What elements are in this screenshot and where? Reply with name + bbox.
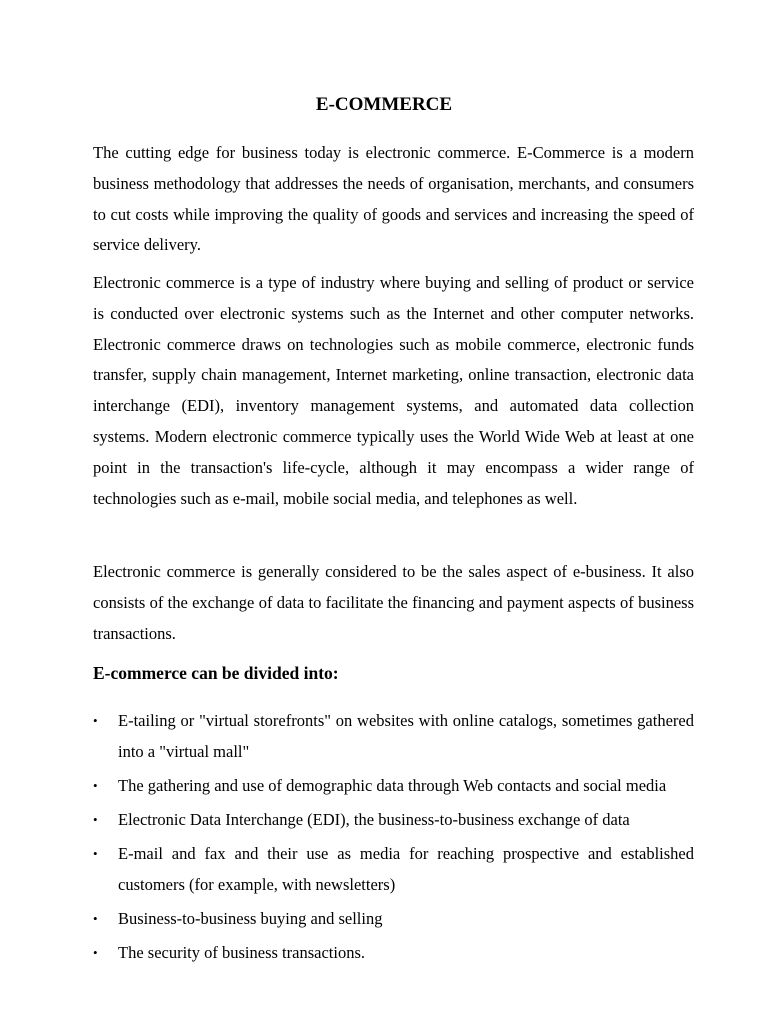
bullet-icon: • bbox=[93, 911, 98, 926]
list-item bbox=[93, 903, 694, 934]
bullet-icon: • bbox=[93, 846, 98, 861]
list-item bbox=[93, 937, 694, 968]
list-item bbox=[93, 770, 694, 801]
paragraph-sales-aspect: Electronic commerce is generally considered to be the sales aspect of e-business. It also consists of the exchange of data to facilitate the financing and payment aspects of business transactions. bbox=[93, 562, 694, 643]
list-item-text: The gathering and use of demographic data through Web contacts and social media bbox=[118, 776, 667, 795]
list-item-text: E-mail and fax and their use as media for reaching prospective and established customers (for example, with newsletters) bbox=[118, 844, 694, 894]
paragraph-intro: The cutting edge for business today is electronic commerce. E-Commerce is a modern business methodology that addresses the needs of organisation, merchants, and consumers to cut costs while improving the quality of goods and services and increasing the speed of service delivery. bbox=[93, 143, 694, 255]
list-item-text: Electronic Data Interchange (EDI), the business-to-business exchange of data bbox=[118, 810, 630, 829]
paragraph-definition: Electronic commerce is a type of industry where buying and selling of product or service is conducted over electronic systems such as the Internet and other computer networks. Electronic commerce draws on technologies such as mobile commerce, electronic funds transfer, supply chain management, Internet marketing, online transaction, electronic data interchange (EDI), inventory management systems, and automated data collection systems. Modern electronic commerce typically uses the World Wide Web at least at one point in the transaction's life-cycle, although it may encompass a wider range of technologies such as e-mail, mobile social media, and telephones as well. bbox=[93, 273, 694, 508]
list-item bbox=[93, 838, 694, 900]
bullet-icon: • bbox=[93, 945, 98, 960]
section-subheading: E-commerce can be divided into: bbox=[93, 663, 339, 683]
page-title: E-COMMERCE bbox=[315, 94, 453, 115]
list-item bbox=[93, 804, 694, 835]
list-item bbox=[93, 705, 694, 767]
list-item-text: E-tailing or "virtual storefronts" on websites with online catalogs, sometimes gathered into a "virtual mall" bbox=[118, 711, 694, 761]
bullet-icon: • bbox=[93, 812, 98, 827]
bullet-list bbox=[93, 705, 694, 971]
list-item-text: The security of business transactions. bbox=[118, 943, 365, 962]
bullet-icon: • bbox=[93, 713, 98, 728]
list-item-text: Business-to-business buying and selling bbox=[118, 909, 383, 928]
bullet-icon: • bbox=[93, 778, 98, 793]
